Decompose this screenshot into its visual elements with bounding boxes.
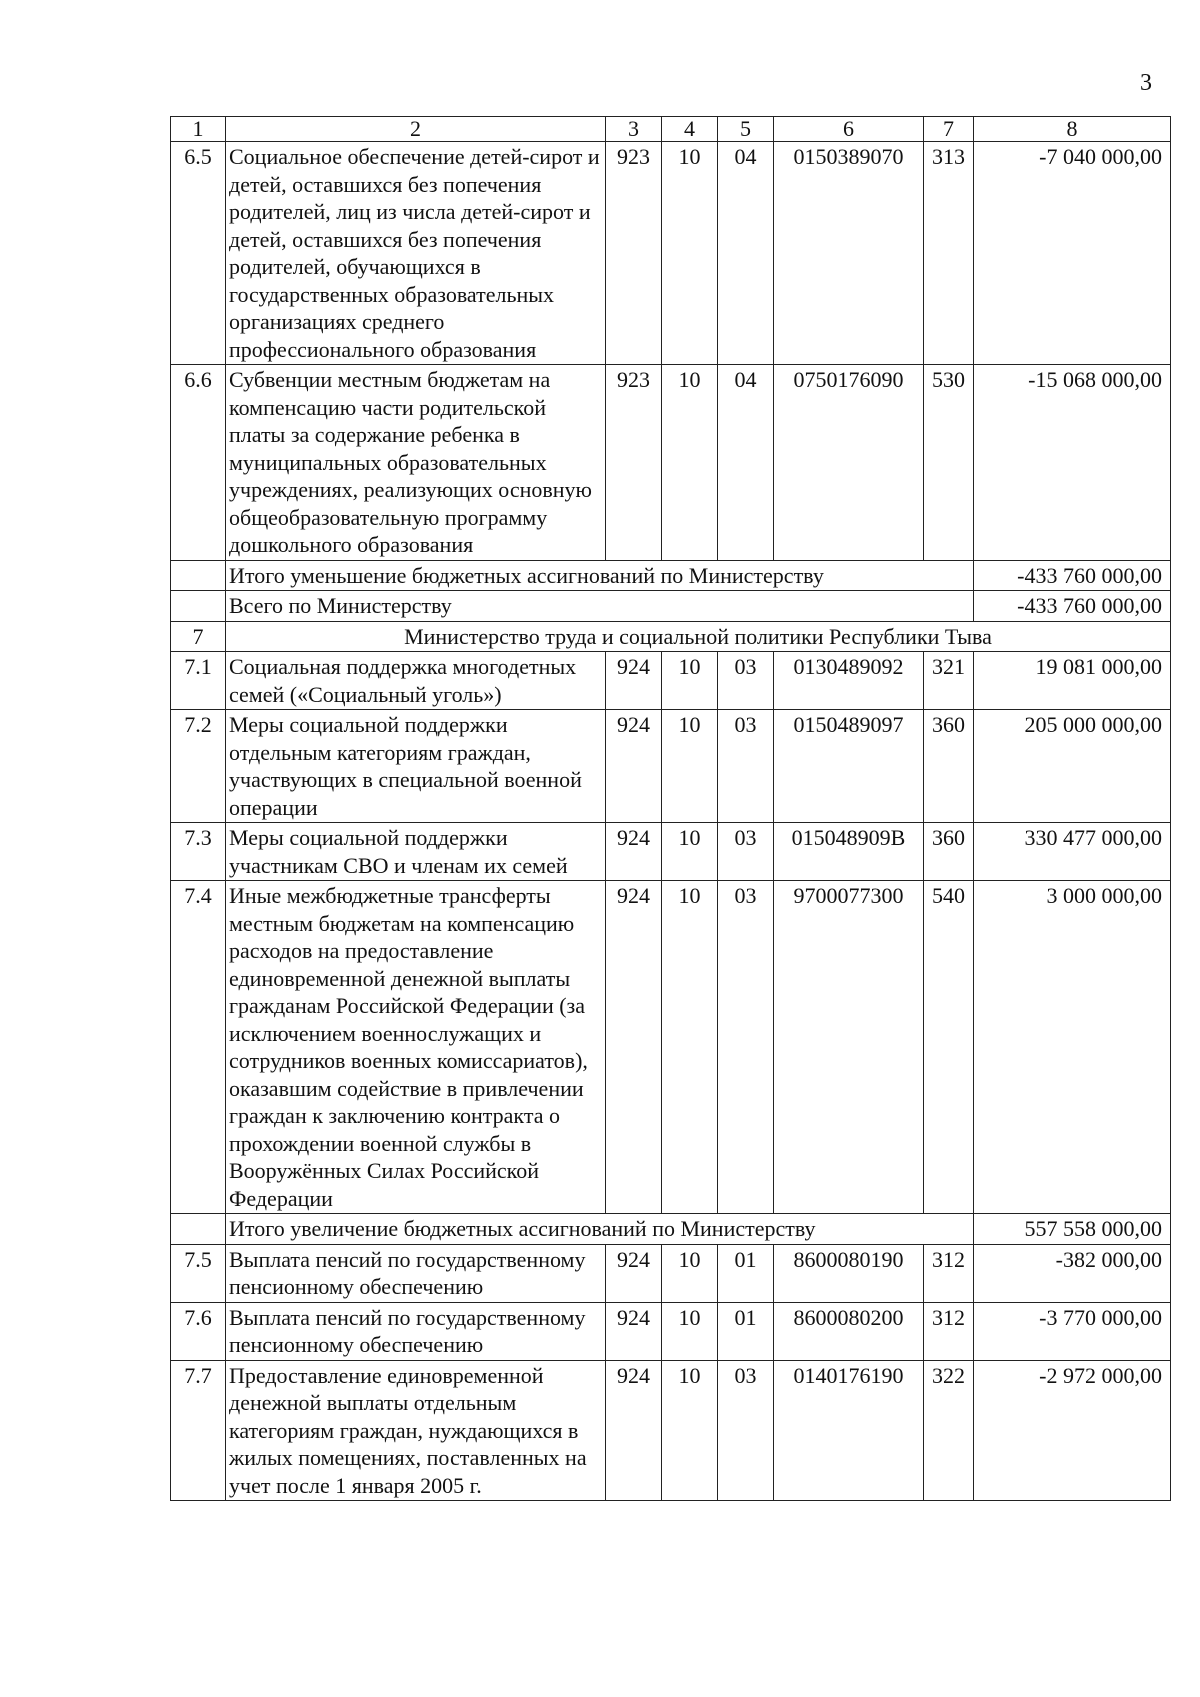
row-code-3: 923 [606,142,662,365]
row-amount: -15 068 000,00 [974,365,1171,561]
budget-table [170,116,1171,1501]
row-name: Меры социальной поддержки отдельным категориям граждан, участвующих в специальной военной операции [226,710,606,823]
row-code-5: 04 [718,365,774,561]
row-code-4: 10 [662,142,718,365]
row-number: 6.5 [171,142,226,365]
row-amount: -7 040 000,00 [974,142,1171,365]
header-cell: 1 [171,117,226,142]
row-code-5: 01 [718,1244,774,1302]
header-cell: 8 [974,117,1171,142]
table-row [171,823,1171,881]
row-code-3: 924 [606,710,662,823]
row-code-3: 924 [606,1302,662,1360]
row-code-4: 10 [662,365,718,561]
header-cell: 7 [924,117,974,142]
row-amount: 3 000 000,00 [974,881,1171,1214]
total-label: Всего по Министерству [226,591,974,622]
row-code-3: 923 [606,365,662,561]
row-name: Субвенции местным бюджетам на компенсацию части родительской платы за содержание ребенка в муниципальных образовательных учреждениях, реализующих основную общеобразовательную программу дошкольного образования [226,365,606,561]
row-name: Иные межбюджетные трансферты местным бюджетам на компенсацию расходов на предоставление единовременной денежной выплаты гражданам Российской Федерации (за исключением военнослужащих и сотрудников военных комиссариатов), оказавшим содействие в привлечении граждан к заключению контракта о прохождении военной службы в Вооружённых Силах Российской Федерации [226,881,606,1214]
row-code-7: 360 [924,710,974,823]
section-row [171,621,1171,652]
total-row [171,1214,1171,1245]
row-amount: 330 477 000,00 [974,823,1171,881]
row-name: Социальная поддержка многодетных семей («Социальный уголь») [226,652,606,710]
row-code-6: 0140176190 [774,1360,924,1501]
row-code-5: 03 [718,823,774,881]
header-cell: 6 [774,117,924,142]
row-name: Выплата пенсий по государственному пенсионному обеспечению [226,1244,606,1302]
row-code-4: 10 [662,652,718,710]
row-number: 7.4 [171,881,226,1214]
row-code-4: 10 [662,823,718,881]
row-number: 7.7 [171,1360,226,1501]
row-code-4: 10 [662,881,718,1214]
row-code-6: 0130489092 [774,652,924,710]
row-code-3: 924 [606,1244,662,1302]
section-title: Министерство труда и социальной политики Республики Тыва [226,621,1171,652]
row-code-3: 924 [606,652,662,710]
row-number [171,560,226,591]
header-cell: 2 [226,117,606,142]
row-code-7: 360 [924,823,974,881]
table-row [171,142,1171,365]
row-code-3: 924 [606,1360,662,1501]
table-row [171,652,1171,710]
row-code-7: 530 [924,365,974,561]
row-number: 6.6 [171,365,226,561]
total-amount: 557 558 000,00 [974,1214,1171,1245]
row-code-5: 03 [718,652,774,710]
row-code-7: 312 [924,1244,974,1302]
row-number: 7.6 [171,1302,226,1360]
table-row [171,1302,1171,1360]
row-name: Социальное обеспечение детей-сирот и детей, оставшихся без попечения родителей, лиц из числа детей-сирот и детей, оставшихся без попечения родителей, обучающихся в государственных образовательных организациях среднего профессионального образования [226,142,606,365]
total-row [171,560,1171,591]
row-code-5: 04 [718,142,774,365]
row-code-7: 540 [924,881,974,1214]
row-code-6: 0750176090 [774,365,924,561]
row-amount: -382 000,00 [974,1244,1171,1302]
page-number: 3 [1140,70,1152,96]
table-row [171,881,1171,1214]
row-number: 7.5 [171,1244,226,1302]
row-code-7: 322 [924,1360,974,1501]
table-row [171,365,1171,561]
total-label: Итого уменьшение бюджетных ассигнований по Министерству [226,560,974,591]
row-name: Выплата пенсий по государственному пенсионному обеспечению [226,1302,606,1360]
row-code-3: 924 [606,823,662,881]
header-cell: 4 [662,117,718,142]
table-row [171,1244,1171,1302]
header-cell: 5 [718,117,774,142]
row-code-7: 312 [924,1302,974,1360]
row-code-6: 015048909В [774,823,924,881]
table-header-row [171,117,1171,142]
row-code-7: 313 [924,142,974,365]
row-code-6: 9700077300 [774,881,924,1214]
row-code-4: 10 [662,1360,718,1501]
total-amount: -433 760 000,00 [974,591,1171,622]
row-code-5: 03 [718,1360,774,1501]
row-code-5: 03 [718,710,774,823]
total-row [171,591,1171,622]
row-number: 7.1 [171,652,226,710]
row-number [171,591,226,622]
row-code-3: 924 [606,881,662,1214]
row-code-4: 10 [662,710,718,823]
row-code-6: 8600080200 [774,1302,924,1360]
row-amount: -3 770 000,00 [974,1302,1171,1360]
row-code-6: 0150489097 [774,710,924,823]
row-code-4: 10 [662,1302,718,1360]
row-code-5: 01 [718,1302,774,1360]
row-code-5: 03 [718,881,774,1214]
row-amount: 19 081 000,00 [974,652,1171,710]
row-code-6: 8600080190 [774,1244,924,1302]
total-amount: -433 760 000,00 [974,560,1171,591]
row-code-4: 10 [662,1244,718,1302]
row-code-6: 0150389070 [774,142,924,365]
table-row [171,1360,1171,1501]
section-number: 7 [171,621,226,652]
row-code-7: 321 [924,652,974,710]
row-number [171,1214,226,1245]
total-label: Итого увеличение бюджетных ассигнований по Министерству [226,1214,974,1245]
row-number: 7.3 [171,823,226,881]
row-name: Предоставление единовременной денежной выплаты отдельным категориям граждан, нуждающихся в жилых помещениях, поставленных на учет после 1 января 2005 г. [226,1360,606,1501]
row-name: Меры социальной поддержки участникам СВО и членам их семей [226,823,606,881]
row-amount: 205 000 000,00 [974,710,1171,823]
table-row [171,710,1171,823]
row-number: 7.2 [171,710,226,823]
row-amount: -2 972 000,00 [974,1360,1171,1501]
header-cell: 3 [606,117,662,142]
